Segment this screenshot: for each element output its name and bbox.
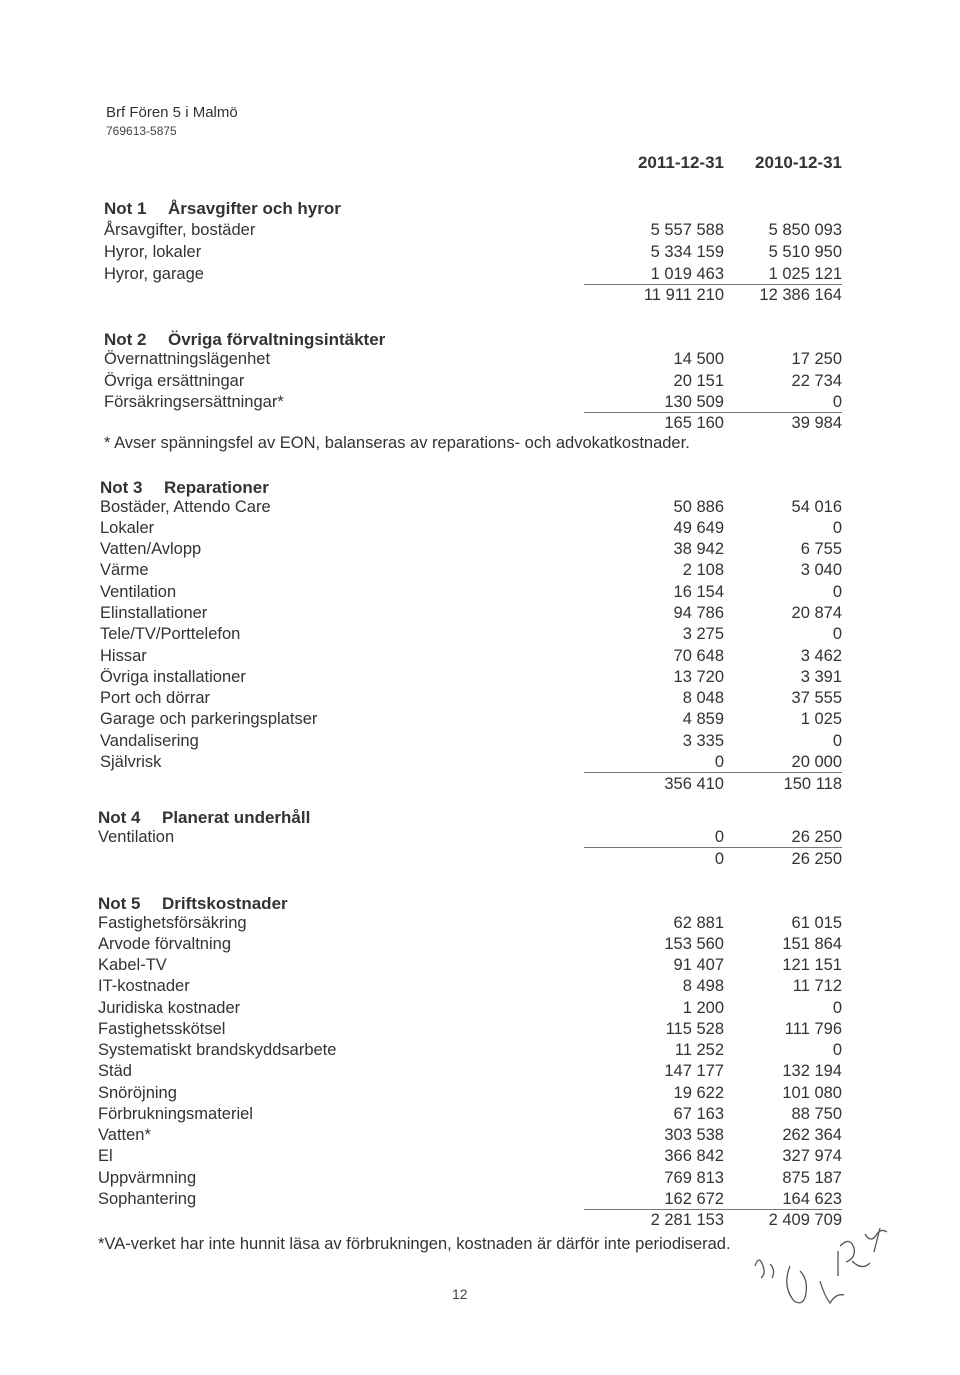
table-row [0, 1126, 960, 1148]
value-2011: 62 881 [673, 914, 724, 932]
total-2010: 2 409 709 [768, 1211, 842, 1229]
table-row [0, 1041, 960, 1063]
value-2010: 20 000 [702, 753, 842, 773]
value-2010: 88 750 [791, 1105, 842, 1123]
value-2010: 26 250 [702, 828, 842, 848]
value-2011: 8 048 [682, 689, 724, 707]
value-2010: 3 462 [800, 647, 842, 665]
row-label: Städ [98, 1062, 132, 1080]
value-2010: 0 [832, 999, 842, 1017]
table-row [0, 1084, 960, 1106]
value-2010: 5 510 950 [768, 243, 842, 261]
value-2011: 1 200 [682, 999, 724, 1017]
value-2010: 0 [832, 519, 842, 537]
value-2010: 0 [832, 625, 842, 643]
value-2011: 16 154 [673, 583, 724, 601]
row-label: Sophantering [98, 1190, 197, 1208]
value-2010: 121 151 [782, 956, 842, 974]
value-2010: 20 874 [791, 604, 842, 622]
value-2010: 101 080 [782, 1084, 842, 1102]
row-label: Övriga ersättningar [104, 372, 245, 390]
value-2011: 130 509 [584, 393, 724, 413]
total-row [0, 775, 960, 797]
value-2011: 5 334 159 [650, 243, 724, 261]
total-2011: 2 281 153 [650, 1211, 724, 1229]
note-number: Not 5 [98, 894, 141, 913]
value-2010: 37 555 [791, 689, 842, 707]
note-heading: Reparationer [164, 478, 269, 497]
total-2011: 11 911 210 [643, 286, 724, 304]
page-number: 12 [452, 1286, 468, 1302]
organization-name: Brf Fören 5 i Malmö [106, 104, 238, 121]
row-label: Vatten* [98, 1126, 151, 1144]
value-2010: 151 864 [782, 935, 842, 953]
table-row [0, 1020, 960, 1042]
row-label: Förbrukningsmateriel [98, 1105, 253, 1123]
table-row [0, 265, 960, 287]
table-row [0, 561, 960, 583]
value-2010: 0 [832, 732, 842, 750]
row-label: Fastighetsförsäkring [98, 914, 247, 932]
row-label: Garage och parkeringsplatser [100, 710, 318, 728]
table-row [0, 935, 960, 957]
value-2011: 11 252 [674, 1041, 724, 1059]
value-2011: 19 622 [673, 1084, 724, 1102]
total-2010: 39 984 [791, 414, 842, 432]
value-2011: 1 019 463 [584, 265, 724, 285]
table-row [0, 221, 960, 243]
row-label: Självrisk [100, 753, 162, 771]
table-row [0, 753, 960, 775]
note-title [100, 478, 269, 498]
footnote: * Avser spänningsfel av EON, balanseras av reparations- och advokatkostnader. [104, 434, 690, 452]
row-label: Tele/TV/Porttelefon [100, 625, 241, 643]
value-2010: 0 [702, 393, 842, 413]
row-label: Övriga installationer [100, 668, 246, 686]
row-label: Ventilation [98, 828, 175, 846]
value-2010: 54 016 [791, 498, 842, 516]
row-label: Årsavgifter, bostäder [104, 221, 256, 239]
handwritten-signature [730, 1226, 930, 1321]
row-label: Hyror, garage [104, 265, 204, 283]
value-2011: 14 500 [673, 350, 724, 368]
row-label: Bostäder, Attendo Care [100, 498, 271, 516]
row-label: Systematiskt brandskyddsarbete [98, 1041, 337, 1059]
value-2010: 1 025 121 [702, 265, 842, 285]
value-2010: 0 [832, 1041, 842, 1059]
note-number: Not 4 [98, 808, 141, 827]
value-2011: 0 [584, 753, 724, 773]
value-2011: 366 842 [664, 1147, 724, 1165]
table-row [0, 1169, 960, 1191]
table-row [0, 1190, 960, 1212]
value-2011: 162 672 [584, 1190, 724, 1210]
column-header-2011: 2011-12-31 [637, 153, 724, 172]
row-label: Hissar [100, 647, 147, 665]
value-2011: 13 720 [673, 668, 724, 686]
value-2010: 22 734 [791, 372, 842, 390]
row-label: Ventilation [100, 583, 177, 601]
value-2011: 67 163 [673, 1105, 724, 1123]
table-row [0, 977, 960, 999]
note-number: Not 2 [104, 330, 147, 349]
table-row [0, 1105, 960, 1127]
note-number: Not 1 [104, 199, 147, 218]
table-row [0, 498, 960, 520]
footnote: *VA-verket har inte hunnit läsa av förbrukningen, kostnaden är därför inte periodiserad. [98, 1235, 731, 1253]
row-label: Uppvärmning [98, 1169, 197, 1187]
note-heading: Driftskostnader [162, 894, 288, 913]
row-label: Fastighetsskötsel [98, 1020, 226, 1038]
note-title [98, 894, 288, 914]
value-2011: 3 275 [682, 625, 724, 643]
table-row [0, 350, 960, 372]
value-2011: 91 407 [673, 956, 724, 974]
value-2010: 3 391 [800, 668, 842, 686]
note-heading: Årsavgifter och hyror [168, 199, 341, 218]
value-2011: 2 108 [682, 561, 724, 579]
value-2010: 3 040 [800, 561, 842, 579]
table-row [0, 1062, 960, 1084]
table-row [0, 999, 960, 1021]
row-label: Lokaler [100, 519, 155, 537]
value-2011: 70 648 [673, 647, 724, 665]
value-2011: 0 [584, 828, 724, 848]
value-2011: 8 498 [682, 977, 724, 995]
value-2011: 153 560 [664, 935, 724, 953]
table-row [0, 583, 960, 605]
total-2011: 165 160 [664, 414, 724, 432]
note-number: Not 3 [100, 478, 143, 497]
table-row [0, 828, 960, 850]
column-header-2010: 2010-12-31 [755, 153, 842, 172]
table-row [0, 732, 960, 754]
total-row [0, 286, 960, 308]
value-2010: 6 755 [800, 540, 842, 558]
note-heading: Övriga förvaltningsintäkter [168, 330, 386, 349]
value-2011: 303 538 [664, 1126, 724, 1144]
value-2011: 20 151 [673, 372, 724, 390]
value-2010: 11 712 [792, 977, 842, 995]
table-row [0, 689, 960, 711]
value-2011: 115 528 [665, 1020, 724, 1038]
total-row [0, 850, 960, 872]
table-row [0, 393, 960, 415]
value-2010: 0 [832, 583, 842, 601]
value-2011: 49 649 [673, 519, 724, 537]
note-heading: Planerat underhåll [162, 808, 311, 827]
value-2010: 61 015 [791, 914, 842, 932]
table-row [0, 668, 960, 690]
note-title [98, 808, 310, 828]
row-label: Försäkringsersättningar* [104, 393, 284, 411]
table-row [0, 604, 960, 626]
organization-number: 769613-5875 [106, 124, 177, 138]
value-2010: 1 025 [800, 710, 842, 728]
total-2011: 356 410 [664, 775, 724, 793]
row-label: IT-kostnader [98, 977, 190, 995]
row-label: Vatten/Avlopp [100, 540, 202, 558]
total-2011: 0 [714, 850, 724, 868]
table-row [0, 243, 960, 265]
table-row [0, 710, 960, 732]
row-label: Juridiska kostnader [98, 999, 241, 1017]
value-2011: 50 886 [673, 498, 724, 516]
row-label: Elinstallationer [100, 604, 208, 622]
table-row [0, 519, 960, 541]
table-row [0, 914, 960, 936]
table-row [0, 956, 960, 978]
value-2011: 4 859 [682, 710, 724, 728]
value-2011: 38 942 [673, 540, 724, 558]
table-row [0, 625, 960, 647]
table-row [0, 372, 960, 394]
total-row [0, 414, 960, 436]
value-2011: 769 813 [664, 1169, 724, 1187]
value-2010: 327 974 [782, 1147, 842, 1165]
row-label: Arvode förvaltning [98, 935, 231, 953]
total-2010: 26 250 [791, 850, 842, 868]
value-2010: 164 623 [702, 1190, 842, 1210]
row-label: Kabel-TV [98, 956, 167, 974]
value-2010: 111 796 [784, 1020, 842, 1038]
value-2011: 3 335 [682, 732, 724, 750]
table-row [0, 647, 960, 669]
row-label: Övernattningslägenhet [104, 350, 271, 368]
table-row [0, 1147, 960, 1169]
row-label: El [98, 1147, 113, 1165]
value-2011: 5 557 588 [650, 221, 724, 239]
row-label: Snöröjning [98, 1084, 177, 1102]
value-2010: 5 850 093 [768, 221, 842, 239]
total-2010: 12 386 164 [759, 286, 842, 304]
value-2010: 132 194 [782, 1062, 842, 1080]
value-2010: 262 364 [782, 1126, 842, 1144]
value-2011: 94 786 [673, 604, 724, 622]
note-title [104, 199, 341, 219]
row-label: Hyror, lokaler [104, 243, 202, 261]
row-label: Port och dörrar [100, 689, 211, 707]
value-2011: 147 177 [664, 1062, 724, 1080]
organization-header [106, 104, 238, 138]
value-2010: 875 187 [782, 1169, 842, 1187]
total-2010: 150 118 [783, 775, 842, 793]
value-2010: 17 250 [791, 350, 842, 368]
row-label: Vandalisering [100, 732, 199, 750]
row-label: Värme [100, 561, 149, 579]
table-row [0, 540, 960, 562]
note-title [104, 330, 385, 350]
